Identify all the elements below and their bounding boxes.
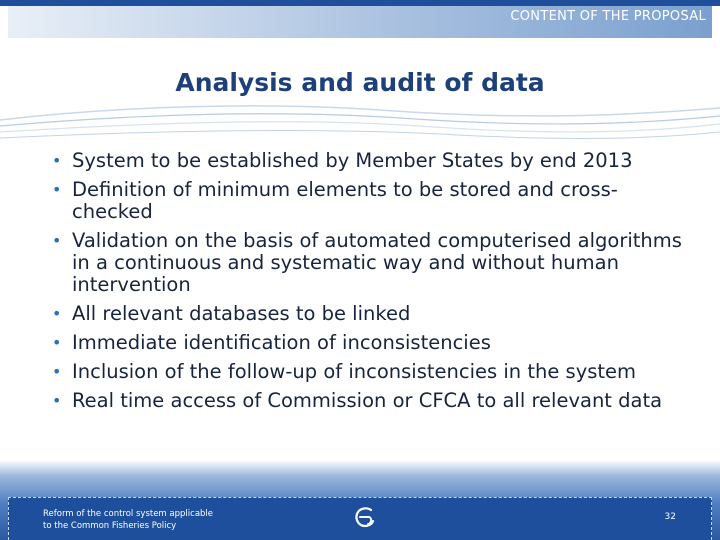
footer-caption <box>43 508 213 532</box>
bullet-dot-icon: • <box>52 333 62 352</box>
bullet-text: Definition of minimum elements to be stored and cross-checked <box>72 178 618 223</box>
bullet-item <box>52 332 692 354</box>
bullet-dot-icon: • <box>52 362 62 381</box>
bullet-dot-icon: • <box>52 391 62 410</box>
bullet-dot-icon: • <box>52 151 62 170</box>
bullet-item <box>52 179 692 223</box>
bullet-text: Real time access of Commission or CFCA to all relevant data <box>72 389 663 412</box>
footer-caption-line1: Reform of the control system applicable <box>43 509 214 519</box>
bullet-dot-icon: • <box>52 180 62 199</box>
bullet-item <box>52 390 692 412</box>
bullet-item <box>52 150 692 172</box>
bullet-item <box>52 303 692 325</box>
bullet-dot-icon: • <box>52 304 62 323</box>
bullet-item <box>52 361 692 383</box>
footer-caption-line2: to the Common Fisheries Policy <box>43 521 177 531</box>
bullet-text: Immediate identification of inconsistencies <box>72 331 491 354</box>
bullet-text: Validation on the basis of automated computerised algorithms in a continuous and systematic way and without human intervention <box>72 229 682 296</box>
slide-title: Analysis and audit of data <box>175 68 545 97</box>
section-label: CONTENT OF THE PROPOSAL <box>510 9 706 24</box>
bullet-text: Inclusion of the follow-up of inconsistencies in the system <box>72 360 637 383</box>
bullet-text: All relevant databases to be linked <box>72 302 411 325</box>
page-number: 32 <box>664 512 676 522</box>
bullet-text: System to be established by Member States by end 2013 <box>72 149 633 172</box>
bullet-dot-icon: • <box>52 231 62 250</box>
ec-logo-icon <box>352 505 378 531</box>
bullet-item <box>52 230 692 296</box>
bullet-list <box>52 150 692 419</box>
